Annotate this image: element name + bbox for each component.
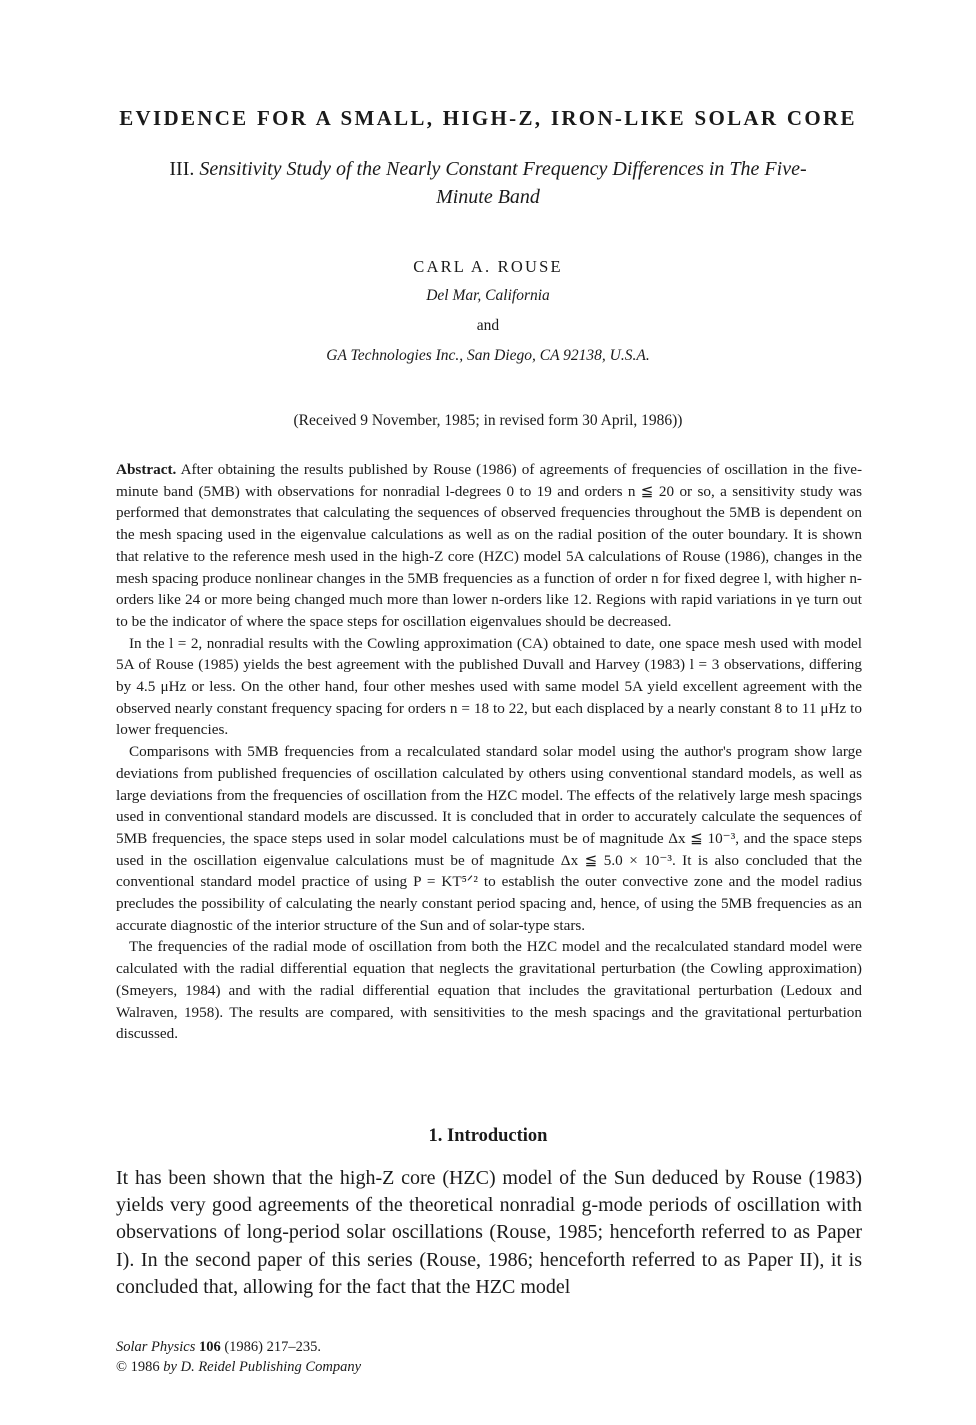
received-dates: (Received 9 November, 1985; in revised form 30 April, 1986)) [293,412,683,429]
journal-footer [116,1337,361,1377]
abstract-label: Abstract. [116,461,177,478]
intro-paragraph: It has been shown that the high-Z core (HZC) model of the Sun deduced by Rouse (1983) yields very good agreements of the theoretical nonradial g-mode periods of oscillation with observations of long-period solar oscillations (Rouse, 1985; henceforth referred to as Paper I). In the second paper of this series (Rouse, 1986; henceforth referred to as Paper II), it is concluded that, allowing for the fact that the HZC model [116,1167,862,1298]
journal-name: Solar Physics [116,1339,196,1355]
author-affiliation-2: GA Technologies Inc., San Diego, CA 92138, U.S.A. [326,347,650,364]
abstract-paragraph: The frequencies of the radial mode of oscillation from both the HZC model and the recalculated standard model were calculated with the radial differential equation that neglects the gravitational perturbation (the Cowling approximation) (Smeyers, 1984) and with the radial differential equation that includes the gravitational perturbation (Ledoux and Walraven, 1958). The results are compared, with sensitivities to the mesh spacings and the gravitational perturbation discussed. [116,938,862,1043]
journal-year-pages: (1986) 217–235. [224,1339,322,1355]
affiliation-conjunction: and [476,317,500,334]
copyright-year: 1986 [130,1359,160,1375]
paper-title: EVIDENCE FOR A SMALL, HIGH-Z, IRON-LIKE SOLAR CORE [119,106,857,130]
abstract-paragraph: Comparisons with 5MB frequencies from a recalculated standard solar model using the author's program show large deviations from published frequencies of oscillation calculated by others using conventional standard models, as well as large deviations from the frequencies of oscillation from the HZC model. The effects of the relatively large mesh spacings used in conventional standard models are discussed. It is concluded that in order to accurately calculate the sequences of 5MB frequencies, the space steps used in solar model calculations must be of magnitude Δx ≦ 10⁻³, and the space steps used in the oscillation eigenvalue calculations must be of magnitude Δx ≦ 5.0 × 10⁻³. It is also concluded that the conventional standard model practice of using P = KT⁵ᐟ² to establish the outer convective zone and the model radius precludes the possibility of calculating the nearly constant period spacing and, hence, of using the 5MB frequencies as an accurate diagnostic of the interior structure of the Sun and of solar-type stars. [116,743,862,934]
section-heading: 1. Introduction [428,1126,548,1146]
subtitle-numeral: III. [169,158,195,180]
journal-volume: 106 [198,1339,221,1355]
subtitle-text: Sensitivity Study of the Nearly Constant Frequency Differences in The Five-Minute Band [199,158,807,208]
author-name: CARL A. ROUSE [413,257,563,276]
copyright-holder: by D. Reidel Publishing Company [163,1359,362,1375]
abstract-paragraph: In the l = 2, nonradial results with the Cowling approximation (CA) obtained to date, one space mesh used with model 5A of Rouse (1985) yields the best agreement with the published Duvall and Harvey (1983) l = 3 observations, differing by 4.5 μHz or less. On the other hand, four other meshes used with same model 5A yield excellent agreement with the observed nearly constant frequency spacing for orders n = 18 to 22, but each displaced by a nearly constant 8 to 11 μHz to lower frequencies. [116,634,862,739]
abstract-paragraph-text: After obtaining the results published by Rouse (1986) of agreements of frequencies of oscillation in the five-minute band (5MB) with observations for nonradial l-degrees 0 to 19 and orders n ≦ 20 or so, a sensitivity study was performed that demonstrates that calculating the sequences of observed frequencies throughout the 5MB is dependent on the mesh spacing used in the eigenvalue calculations as well as on the radial position of the outer boundary. It is shown that relative to the reference mesh used in the high-Z core (HZC) model 5A calculations of Rouse (1986), changes in the mesh spacing produce nonlinear changes in the 5MB frequencies as a function of order n for fixed degree l, with higher n-orders like 24 or more being changed much more than lower n-orders like 12. Regions with rapid variations in γe turn out to be the indicator of where the space steps for oscillation eigenvalues should be decreased. [116,461,862,630]
copyright-line [116,1357,361,1377]
citation-line [116,1337,361,1357]
abstract-paragraph [116,459,862,633]
abstract [116,459,862,1045]
paper-subtitle [160,155,816,211]
copyright-symbol: © [116,1359,128,1375]
author-affiliation-1: Del Mar, California [426,287,550,304]
